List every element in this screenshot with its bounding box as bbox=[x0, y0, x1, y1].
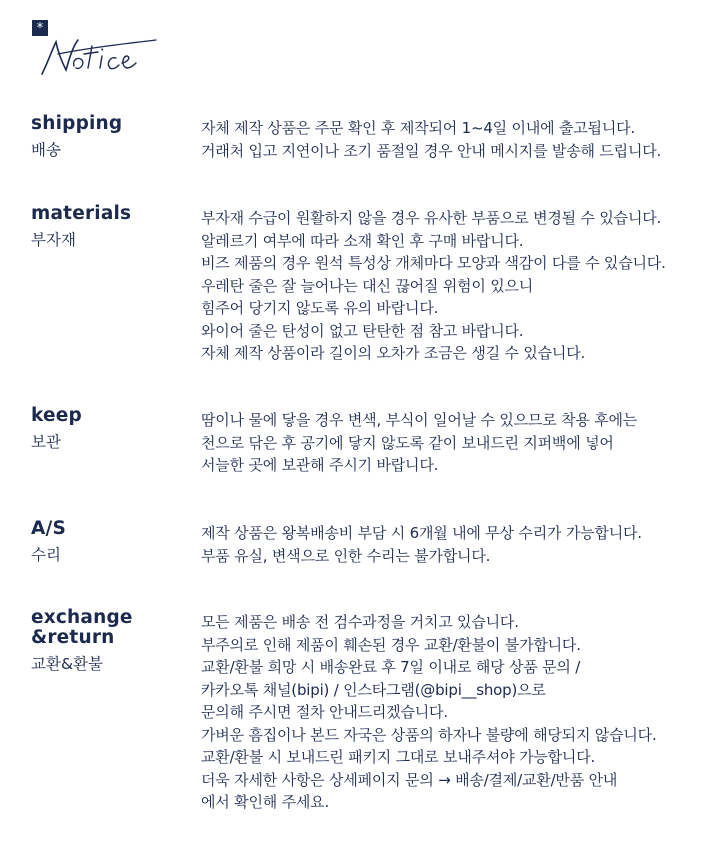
body-line: 거래처 입고 지연이나 조기 품절일 경우 안내 메시지를 발송해 드립니다. bbox=[201, 141, 662, 160]
body-line: 비즈 제품의 경우 원석 특성상 개체마다 모양과 색감이 다를 수 있습니다. bbox=[201, 254, 666, 272]
section-title-ko: 수리 bbox=[31, 546, 61, 564]
body-line: 자체 제작 상품이라 길이의 오차가 조금은 생길 수 있습니다. bbox=[201, 344, 586, 362]
body-line: 힘주어 당기지 않도록 유의 바랍니다. bbox=[201, 299, 439, 317]
body-line: 와이어 줄은 탄성이 없고 탄탄한 점 참고 바랍니다. bbox=[201, 321, 524, 340]
body-line: 우레탄 줄은 잘 늘어나는 대신 끊어질 위험이 있으니 bbox=[201, 276, 534, 295]
section-title-en: exchange &return bbox=[31, 607, 133, 648]
body-line: 가벼운 흠집이나 본드 자국은 상품의 하자나 불량에 해당되지 않습니다. bbox=[201, 725, 657, 744]
section-title-en: materials bbox=[31, 203, 132, 224]
section-body bbox=[201, 207, 711, 365]
section-body bbox=[201, 117, 711, 162]
body-line: 카카오톡 채널(bipi) / 인스타그램(@bipi__shop)으로 bbox=[201, 680, 546, 699]
body-line: 문의해 주시면 절차 안내드리겠습니다. bbox=[201, 703, 448, 721]
section-title-en: shipping bbox=[31, 113, 123, 134]
body-line: 자체 제작 상품은 주문 확인 후 제작되어 1~4일 이내에 출고됩니다. bbox=[201, 119, 635, 137]
body-line: 알레르기 여부에 따라 소재 확인 후 구매 바랍니다. bbox=[201, 231, 524, 250]
body-line: 부품 유실, 변색으로 인한 수리는 불가합니다. bbox=[201, 546, 491, 565]
section-title-en: A/S bbox=[31, 518, 66, 539]
body-line: 부주의로 인해 제품이 훼손된 경우 교환/환불이 불가합니다. bbox=[201, 635, 581, 654]
section-title-en: keep bbox=[31, 405, 82, 426]
body-line: 천으로 닦은 후 공기에 닿지 않도록 같이 보내드린 지퍼백에 넣어 bbox=[201, 433, 614, 452]
body-line: 땀이나 물에 닿을 경우 변색, 부식이 일어날 수 있으므로 착용 후에는 bbox=[201, 411, 638, 429]
body-line: 교환/환불 시 보내드린 패키지 그대로 보내주셔야 가능합니다. bbox=[201, 748, 596, 766]
notice-script-icon bbox=[38, 34, 158, 80]
body-line: 에서 확인해 주세요. bbox=[201, 793, 330, 811]
body-line: 모든 제품은 배송 전 검수과정을 거치고 있습니다. bbox=[201, 613, 519, 631]
body-line: 더욱 자세한 사항은 상세페이지 문의 → 배송/결제/교환/반품 안내 bbox=[201, 770, 618, 789]
notice-logo bbox=[32, 20, 162, 80]
section-body bbox=[201, 522, 711, 567]
section-title-ko: 보관 bbox=[31, 433, 61, 451]
section-title-ko: 부자재 bbox=[31, 231, 76, 249]
section-body bbox=[201, 611, 711, 814]
body-line: 서늘한 곳에 보관해 주시기 바랍니다. bbox=[201, 456, 439, 474]
body-line: 교환/환불 희망 시 배송완료 후 7일 이내로 해당 상품 문의 / bbox=[201, 658, 581, 676]
body-line: 제작 상품은 왕복배송비 부담 시 6개월 내에 무상 수리가 가능합니다. bbox=[201, 524, 642, 542]
star-icon: * bbox=[32, 20, 48, 36]
section-title-ko: 교환&환불 bbox=[31, 655, 103, 673]
body-line: 부자재 수급이 원활하지 않을 경우 유사한 부품으로 변경될 수 있습니다. bbox=[201, 209, 662, 227]
section-title-ko: 배송 bbox=[31, 141, 61, 159]
section-body bbox=[201, 409, 711, 477]
